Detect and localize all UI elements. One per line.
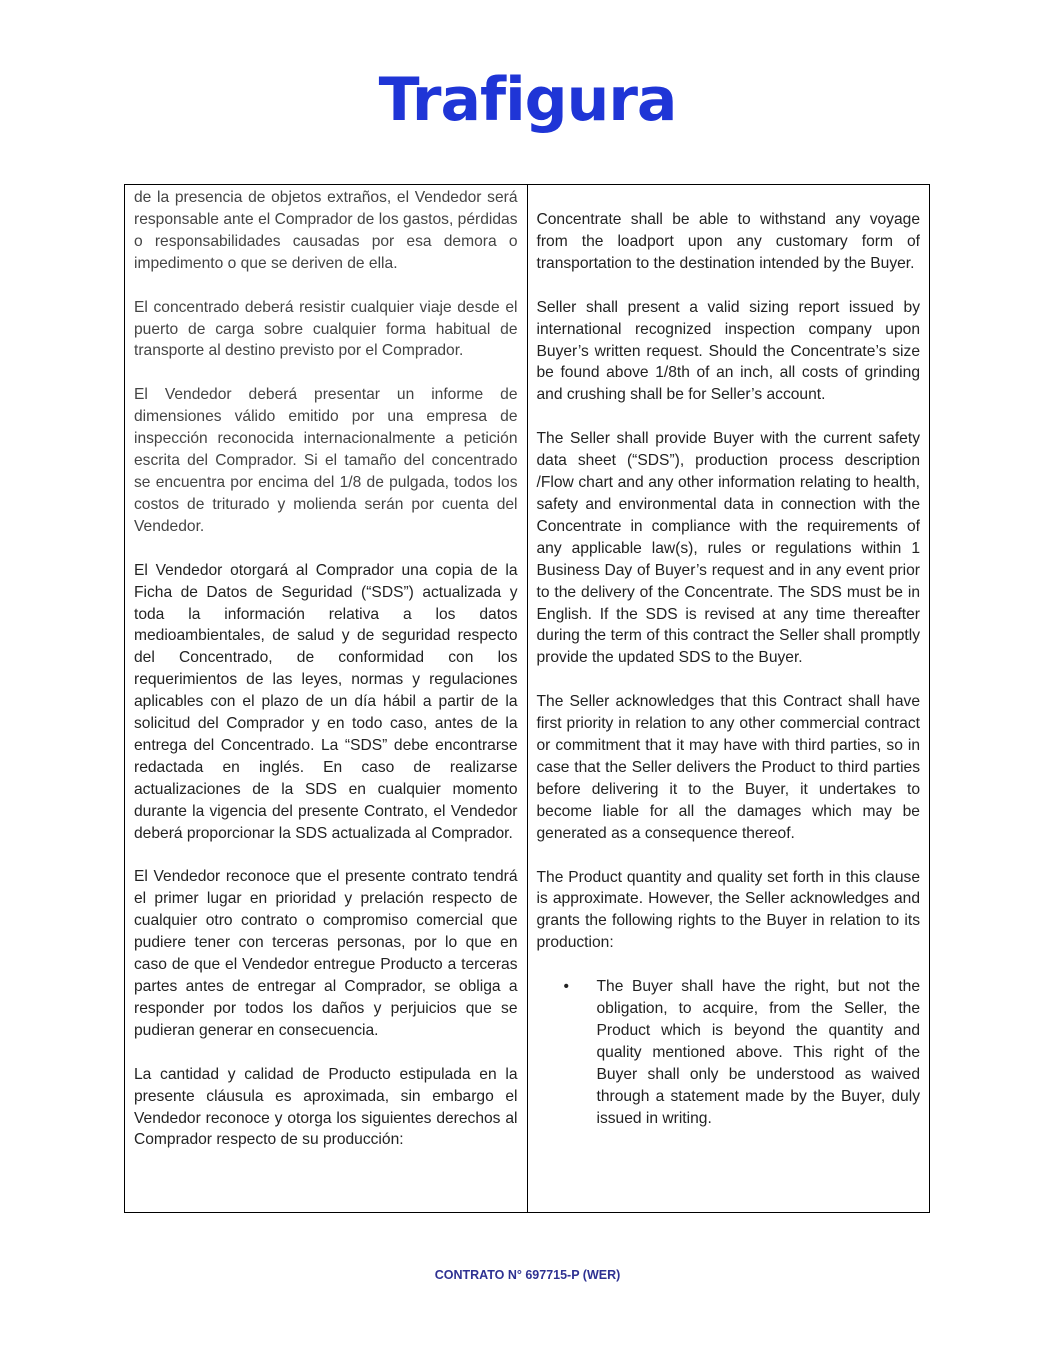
contract-number-footer: CONTRATO N° 697715-P (WER) — [434, 1268, 621, 1282]
bullet-text: The Buyer shall have the right, but not the obligation, to acquire, from the Seller, the Product which is beyond the quantity and quality mentioned above. This right of the Buyer shall only be understood as waived through a statement made by the Buyer, duly issued in writing. — [596, 978, 920, 1127]
english-column — [528, 185, 930, 1212]
clause-paragraph-es: El Vendedor reconoce que el presente contrato tendrá el primer lugar en prioridad y prelación respecto de cualquier otro contrato o compromiso comercial que pudiere tener con terceras personas, por lo que en caso de que el Vendedor entregue Producto a terceras partes antes de entregar al Comprador, se obliga a responder por todos los daños y perjuicios que se pudieran generar en consecuencia. — [134, 868, 518, 1039]
bullet-item — [563, 976, 921, 1129]
clause-paragraph-en: Concentrate shall be able to withstand any voyage from the loadport upon any customary form of transportation to the destination intended by the Buyer. — [536, 211, 920, 272]
bullet-icon: • — [563, 978, 569, 996]
clause-paragraph-en: The Seller acknowledges that this Contract shall have first priority in relation to any other commercial contract or commitment that it may have with third parties, so in case that the Seller delivers the Product to third parties before delivering it to the Buyer, it undertakes to become liable for all the damages which may be generated as a consequence thereof. — [536, 693, 920, 842]
clause-paragraph-es: de la presencia de objetos extraños, el Vendedor será responsable ante el Comprador de los gastos, pérdidas o responsabilidades causadas por esa demora o impedimento o que se deriven de ella. — [134, 189, 518, 272]
clause-paragraph-es: El concentrado deberá resistir cualquier viaje desde el puerto de carga sobre cualquier forma habitual de transporte al destino previsto por el Comprador. — [134, 298, 518, 360]
clause-paragraph-es: La cantidad y calidad de Producto estipulada en la presente cláusula es aproximada, sin embargo el Vendedor reconoce y otorga los siguientes derechos al Comprador respecto de su producción: — [134, 1065, 518, 1149]
clause-paragraph-en: The Seller shall provide Buyer with the current safety data sheet (“SDS”), production process description /Flow chart and any other information relating to health, safety and environmental data in connection with the Concentrate in compliance with the requirements of any applicable law(s), rules or regulations within 1 Business Day of Buyer’s request and in any event prior to the delivery of the Concentrate. The SDS must be in English. If the SDS is revised at any time thereafter during the term of this contract the Seller shall promptly provide the updated SDS to the Buyer. — [536, 430, 920, 667]
clause-paragraph-es: El Vendedor otorgará al Comprador una copia de la Ficha de Datos de Seguridad (“SDS”) actualizada y toda la información relativa a los datos medioambientales, de salud y de seguridad respecto del Concentrado, de conformidad con los requerimientos de las leyes, normas y regulaciones aplicables con el plazo de un día hábil a partir de la solicitud del Comprador y en todo caso, antes de la entrega del Concentrado. La “SDS” debe encontrarse redactada en inglés. En caso de realizarse actualizaciones de la SDS en cualquier momento durante la vigencia del presente Contrato, el Vendedor deberá proporcionar la SDS actualizada al Comprador. — [134, 561, 518, 842]
clause-paragraph-es: El Vendedor deberá presentar un informe de dimensiones válido emitido por una empresa de inspección reconocida internacionalmente a petición escrita del Comprador. Si el tamaño del concentrado se encuentra por encima del 1/8 de pulgada, todos los costos de triturado y molienda serán por cuenta del Vendedor. — [134, 386, 518, 535]
spanish-column — [125, 185, 528, 1212]
trafigura-logo: Trafigura — [378, 65, 677, 135]
clause-paragraph-en: Seller shall present a valid sizing report issued by international recognized inspection company upon Buyer’s written request. Should the Concentrate’s size be found above 1/8th of an inch, all costs of grinding and crushing shall be for Seller’s account. — [536, 298, 920, 404]
rights-bullet-list — [537, 976, 921, 1129]
clause-paragraph-en: The Product quantity and quality set forth in this clause is approximate. However, the Seller acknowledges and grants the following rights to the Buyer in relation to its production: — [536, 868, 920, 952]
contract-clause-table — [124, 184, 930, 1213]
